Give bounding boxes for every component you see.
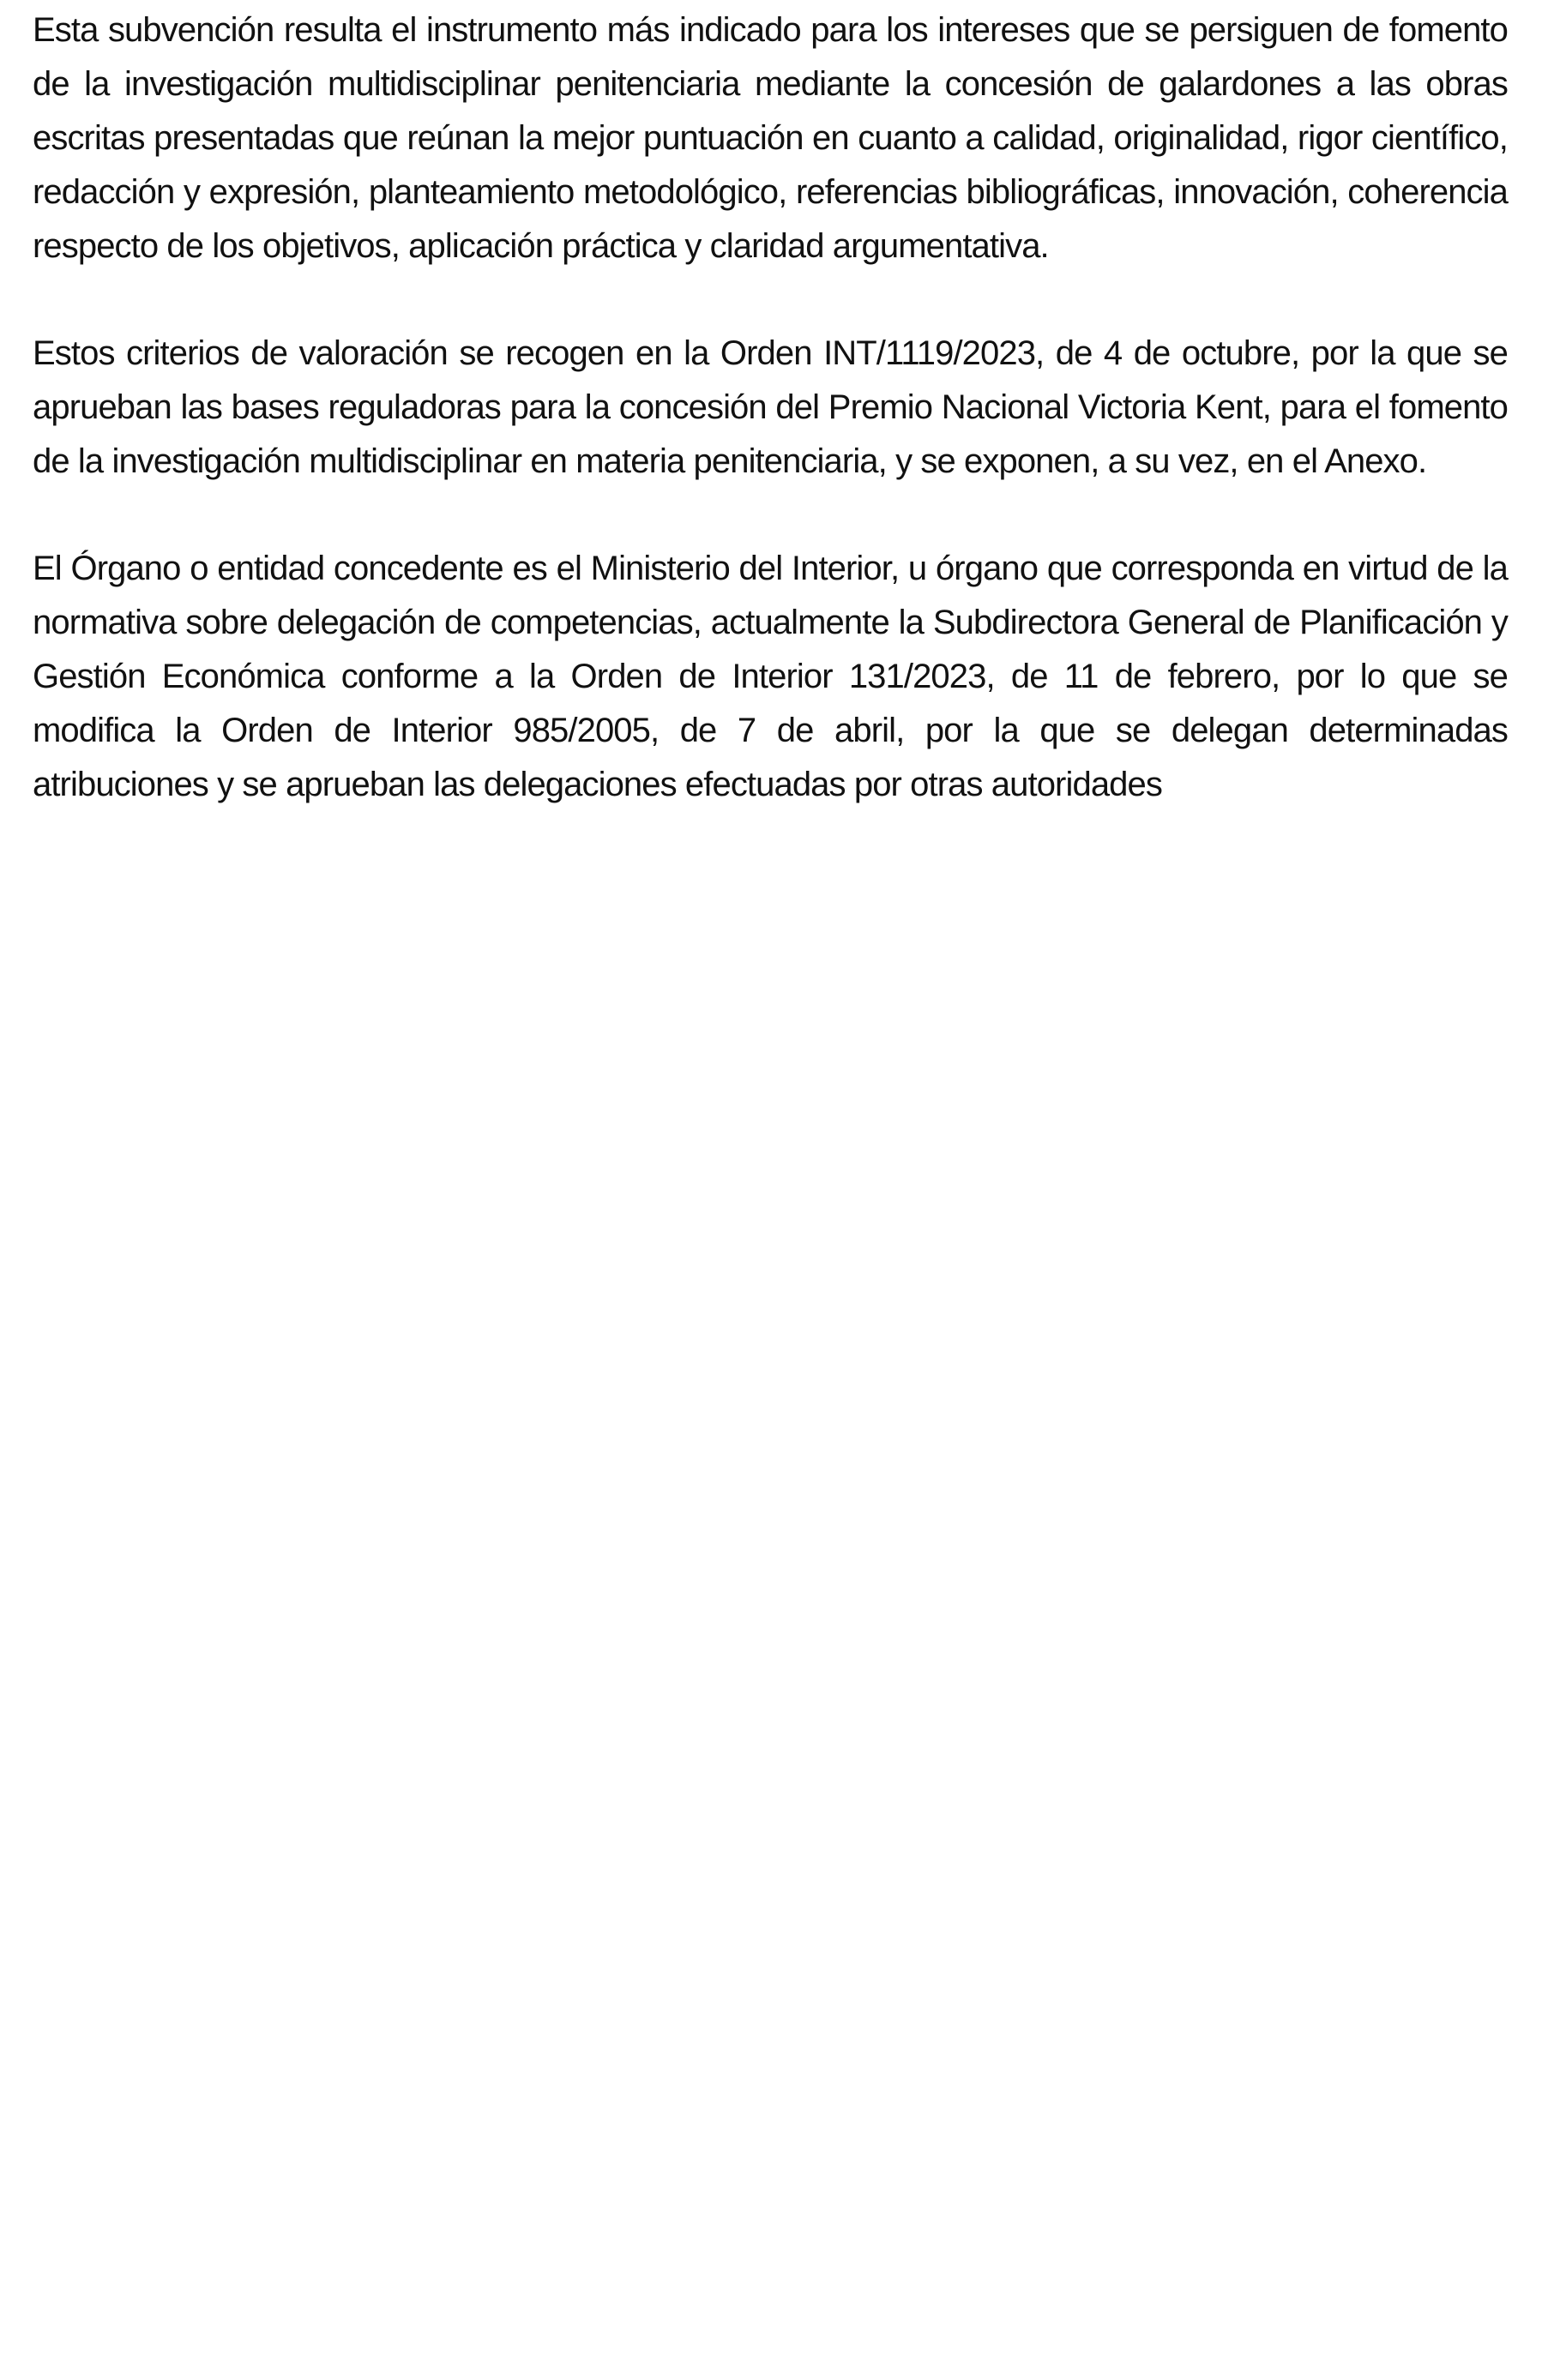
paragraph-organo-concedente: El Órgano o entidad concedente es el Ministerio del Interior, u órgano que corresponda en virtud de la normativa sobre delegación de competencias, actualmente la Subdirectora General de Planificación y Gestión Económica conforme a la Orden de Interior 131/2023, de 11 de febrero, por lo que se modifica la Orden de Interior 985/2005, de 7 de abril, por la que se delegan determinadas atribuciones y se aprueban las delegaciones efectuadas por otras autoridades: [33, 550, 1508, 803]
document-body: [33, 3, 1508, 812]
paragraph-criterios: Estos criterios de valoración se recogen en la Orden INT/1119/2023, de 4 de octubre, por la que se aprueban las bases reguladoras para la concesión del Premio Nacional Victoria Kent, para el fomento de la investigación multidisciplinar en materia penitenciaria, y se exponen, a su vez, en el Anexo.: [33, 334, 1508, 480]
paragraph-subvencion: Esta subvención resulta el instrumento más indicado para los intereses que se persiguen de fomento de la investigación multidisciplinar penitenciaria mediante la concesión de galardones a las obras escritas presentadas que reúnan la mejor puntuación en cuanto a calidad, originalidad, rigor científico, redacción y expresión, planteamiento metodológico, referencias bibliográficas, innovación, coherencia respecto de los objetivos, aplicación práctica y claridad argumentativa.: [33, 11, 1508, 265]
